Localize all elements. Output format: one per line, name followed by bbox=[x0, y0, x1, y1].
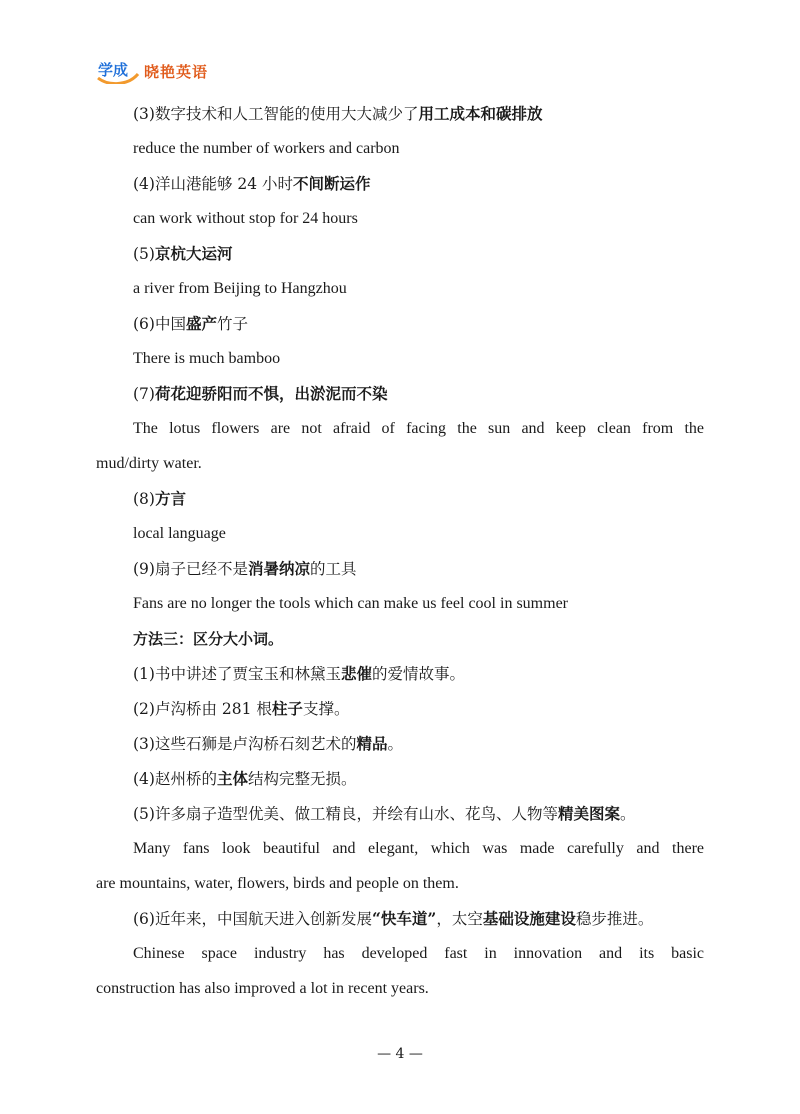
zh-item-5: (5)京杭大运河 bbox=[133, 244, 233, 263]
brand-name: 晓艳英语 bbox=[144, 62, 209, 81]
zh-item-8: (8)方言 bbox=[133, 489, 186, 508]
m3-item-3: (3)这些石狮是卢沟桥石刻艺术的精品。 bbox=[133, 734, 404, 753]
m3-item-4: (4)赵州桥的主体结构完整无损。 bbox=[133, 769, 357, 788]
en-item-8: local language bbox=[133, 525, 226, 542]
m3-en-item-5-line-2: are mountains, water, flowers, birds and people on them. bbox=[96, 875, 459, 892]
publisher-logo bbox=[96, 58, 208, 84]
en-item-6: There is much bamboo bbox=[133, 350, 281, 367]
en-item-3: reduce the number of workers and carbon bbox=[133, 140, 400, 157]
m3-item-1: (1)书中讲述了贾宝玉和林黛玉悲催的爱情故事。 bbox=[133, 664, 466, 683]
zh-item-9: (9)扇子已经不是消暑纳凉的工具 bbox=[133, 559, 357, 578]
zh-item-7: (7)荷花迎骄阳而不惧，出淤泥而不染 bbox=[133, 384, 388, 403]
en-item-4: can work without stop for 24 hours bbox=[133, 210, 358, 227]
zh-item-4: (4)洋山港能够 24 小时不间断运作 bbox=[133, 174, 371, 193]
m3-en-item-5-line-1: Many fans look beautiful and elegant, which was made carefully and there bbox=[133, 840, 704, 857]
m3-item-6: (6)近年来，中国航天进入创新发展“快车道”，太空基础设施建设稳步推进。 bbox=[133, 909, 654, 928]
en-item-7-line-1: The lotus flowers are not afraid of facing the sun and keep clean from the bbox=[133, 420, 704, 437]
m3-item-5: (5)许多扇子造型优美、做工精良，并绘有山水、花鸟、人物等精美图案。 bbox=[133, 804, 636, 823]
en-item-5: a river from Beijing to Hangzhou bbox=[133, 280, 347, 297]
en-item-9: Fans are no longer the tools which can make us feel cool in summer bbox=[133, 595, 568, 612]
zh-item-6: (6)中国盛产竹子 bbox=[133, 314, 249, 333]
xuecheng-logo-icon bbox=[96, 58, 140, 84]
svg-text:学成: 学成 bbox=[98, 61, 129, 79]
method-3-heading: 方法三：区分大小词。 bbox=[133, 630, 284, 648]
m3-en-item-6-line-2: construction has also improved a lot in recent years. bbox=[96, 980, 429, 997]
m3-en-item-6-line-1: Chinese space industry has developed fast in innovation and its basic bbox=[133, 945, 704, 962]
zh-item-3: (3)数字技术和人工智能的使用大大减少了用工成本和碳排放 bbox=[133, 104, 543, 123]
m3-item-2: (2)卢沟桥由 281 根柱子支撑。 bbox=[133, 699, 350, 718]
page-number: — 4 — bbox=[377, 1046, 423, 1062]
en-item-7-line-2: mud/dirty water. bbox=[96, 455, 202, 472]
